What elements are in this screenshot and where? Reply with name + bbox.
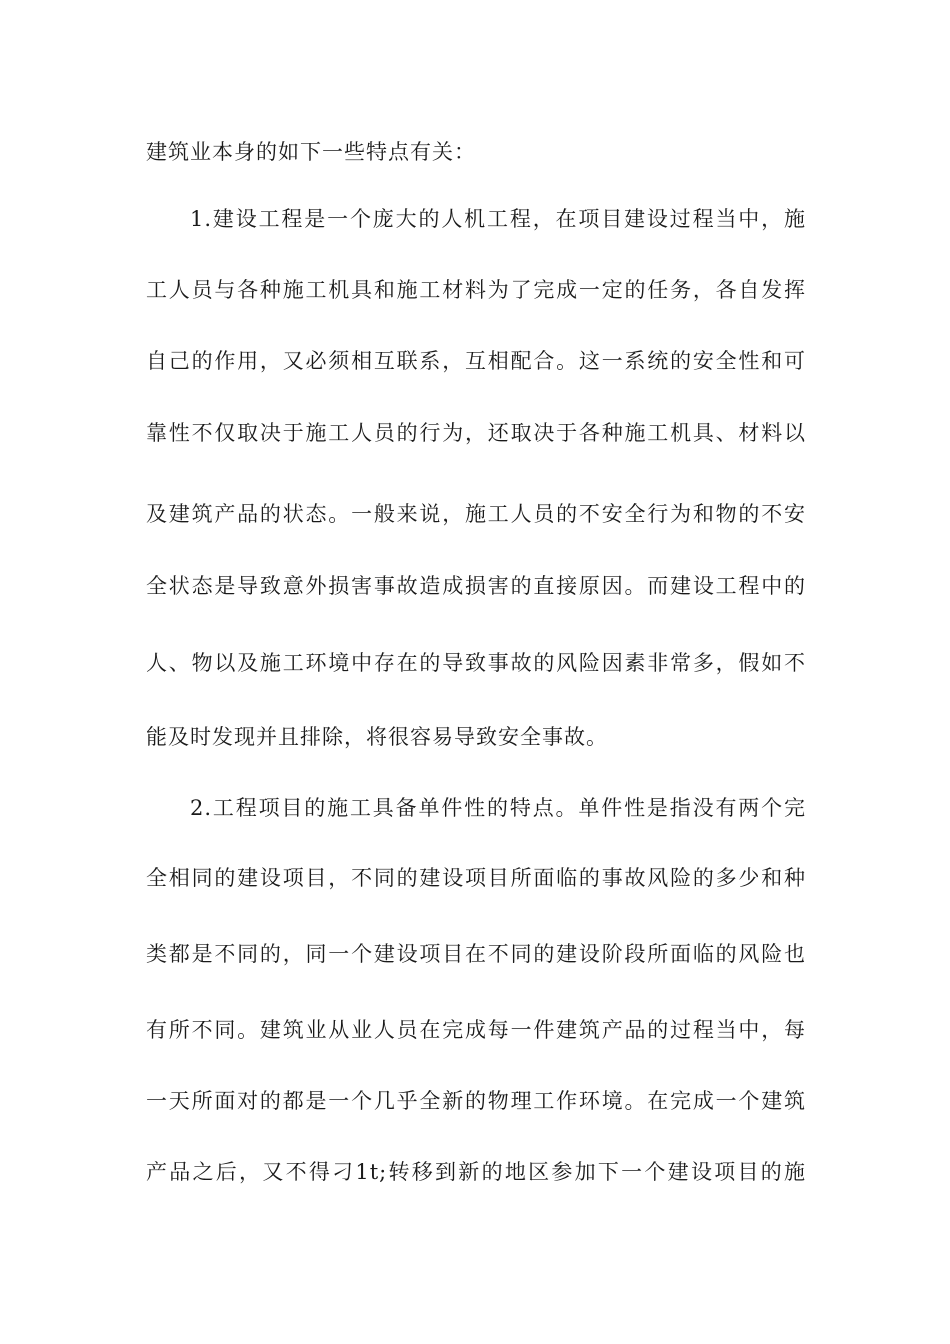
text-line: 建筑业本身的如下一些特点有关： — [146, 140, 476, 164]
text-line: 能及时发现并且排除，将很容易导致安全事故。 — [146, 725, 608, 749]
text-line: 一天所面对的都是一个几乎全新的物理工作环境。在完成一个建筑 — [146, 1089, 806, 1113]
text-line: 2.工程项目的施工具备单件性的特点。单件性是指没有两个完 — [190, 796, 806, 820]
text-line: 有所不同。建筑业从业人员在完成每一件建筑产品的过程当中，每 — [146, 1018, 806, 1042]
text-line: 产品之后，又不得刁1t;转移到新的地区参加下一个建设项目的施 — [146, 1160, 806, 1184]
text-line: 类都是不同的，同一个建设项目在不同的建设阶段所面临的风险也 — [146, 942, 806, 966]
text-line: 自己的作用，又必须相互联系，互相配合。这一系统的安全性和可 — [146, 349, 806, 373]
text-line: 及建筑产品的状态。一般来说，施工人员的不安全行为和物的不安 — [146, 502, 806, 526]
text-line: 1.建设工程是一个庞大的人机工程，在项目建设过程当中，施 — [190, 207, 806, 231]
text-line: 全相同的建设项目，不同的建设项目所面临的事故风险的多少和种 — [146, 866, 806, 890]
text-line: 人、物以及施工环境中存在的导致事故的风险因素非常多，假如不 — [146, 651, 806, 675]
text-line: 全状态是导致意外损害事故造成损害的直接原因。而建设工程中的 — [146, 574, 806, 598]
text-line: 靠性不仅取决于施工人员的行为，还取决于各种施工机具、材料以 — [146, 421, 806, 445]
text-line: 工人员与各种施工机具和施工材料为了完成一定的任务，各自发挥 — [146, 278, 806, 302]
